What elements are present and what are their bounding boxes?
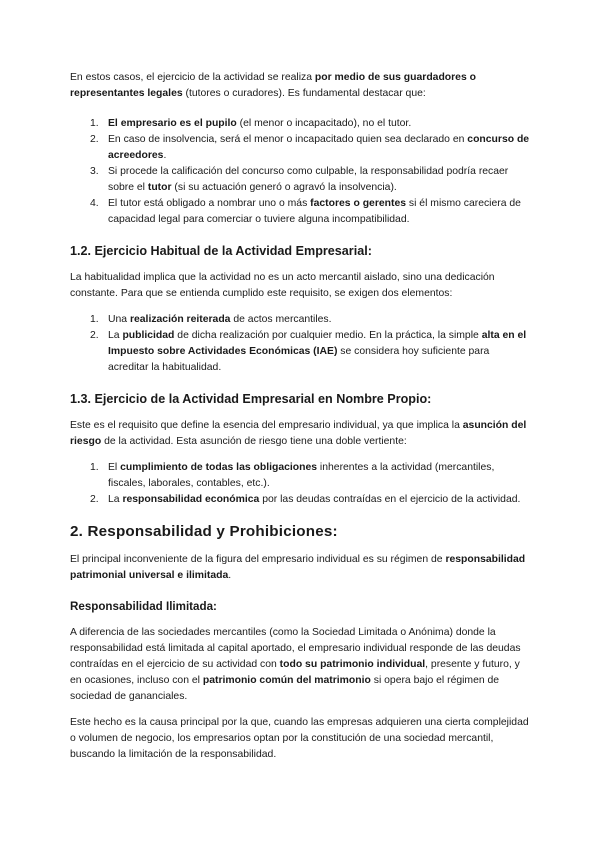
list-item: 1. El empresario es el pupilo (el menor o incapacitado), no el tutor. xyxy=(90,118,412,129)
intro-paragraph: En estos casos, el ejercicio de la actividad se realiza por medio de sus guardadores o representantes legales (tutores o curadores). Es fundamental destacar que: xyxy=(70,72,476,99)
responsabilidad-paragraph-1: A diferencia de las sociedades mercantiles (como la Sociedad Limitada o Anónima) donde la responsabilidad está limitada al capital aportado, el empresario individual responde de las deudas contraídas en el ejercicio de su actividad con todo su patrimonio individual, presente y futuro, y en ocasiones, incluso con el patrimonio común del matrimonio si opera bajo el régimen de sociedad de gananciales. xyxy=(70,627,521,702)
list-item: 2. La publicidad de dicha realización por cualquier medio. En la práctica, la simple alta en el Impuesto sobre Actividades Económicas (IAE) se considera hoy suficiente para acreditar la habitualidad. xyxy=(90,330,527,373)
list-item: 4. El tutor está obligado a nombrar uno o más factores o gerentes si él mismo careciera de capacidad legal para comerciar o tuviere alguna incompatibilidad. xyxy=(90,198,521,225)
list-item: 1. El cumplimiento de todas las obligaciones inherentes a la actividad (mercantiles, fiscales, laborales, contables, etc.). xyxy=(90,462,495,489)
responsabilidad-heading: Responsabilidad Ilimitada: xyxy=(70,600,217,613)
section-heading-1-3: 1.3. Ejercicio de la Actividad Empresarial en Nombre Propio: xyxy=(70,392,432,406)
section-heading-1-2: 1.2. Ejercicio Habitual de la Actividad Empresarial: xyxy=(70,244,372,258)
riesgo-list xyxy=(70,460,532,508)
list-item: 2. En caso de insolvencia, será el menor o incapacitado quien sea declarado en concurso de acreedores. xyxy=(90,134,530,161)
section-heading-2: 2. Responsabilidad y Prohibiciones: xyxy=(70,523,338,540)
responsabilidad-paragraph-2: Este hecho es la causa principal por la que, cuando las empresas adquieren una cierta complejidad o volumen de negocio, los empresarios optan por la constitución de una sociedad mercantil, buscando la limitación de la responsabilidad. xyxy=(70,717,529,760)
habitualidad-list xyxy=(70,312,532,376)
section-1-2-paragraph: La habitualidad implica que la actividad no es un acto mercantil aislado, sino una dedicación constante. Para que se entienda cumplido este requisito, se exigen dos elementos: xyxy=(70,272,495,299)
list-item: 1. Una realización reiterada de actos mercantiles. xyxy=(90,314,332,325)
section-1-3-paragraph: Este es el requisito que define la esencia del empresario individual, ya que implica la asunción del riesgo de la actividad. Esta asunción de riesgo tiene una doble vertiente: xyxy=(70,420,527,447)
section-2-paragraph: El principal inconveniente de la figura del empresario individual es su régimen de responsabilidad patrimonial universal e ilimitada. xyxy=(70,554,526,581)
list-item: 2. La responsabilidad económica por las deudas contraídas en el ejercicio de la actividad. xyxy=(90,494,521,505)
tutor-list xyxy=(70,116,532,228)
document-page xyxy=(70,70,532,763)
list-item: 3. Si procede la calificación del concurso como culpable, la responsabilidad podría recaer sobre el tutor (si su actuación generó o agravó la insolvencia). xyxy=(90,166,509,193)
